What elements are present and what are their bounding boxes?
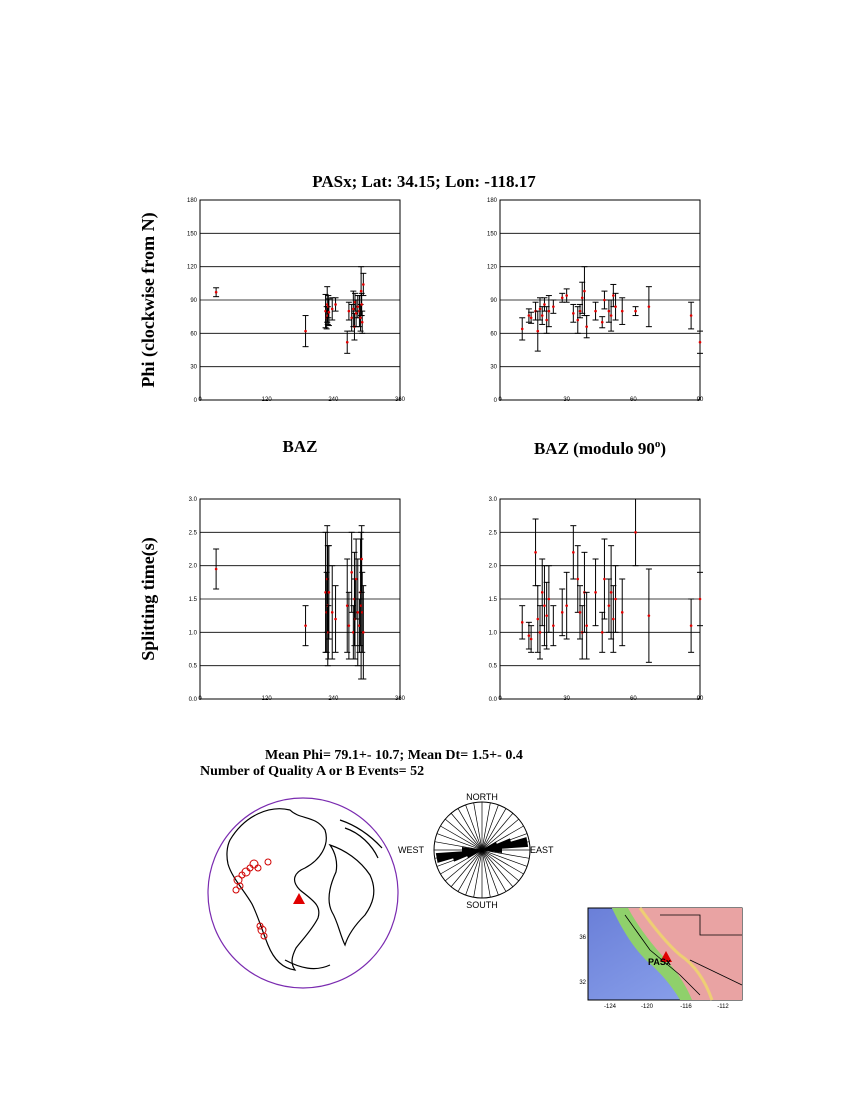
data-point (334, 618, 337, 621)
data-point (346, 604, 349, 607)
data-point (348, 310, 351, 313)
y-tick-label: 0.5 (488, 663, 497, 670)
chart-phi-vs-baz-modulo (487, 198, 704, 404)
data-point (215, 568, 218, 571)
x-tick-label: 360 (394, 397, 406, 403)
y-tick-label: 0 (193, 398, 197, 404)
data-point (648, 305, 651, 308)
data-point (585, 624, 588, 627)
data-point (355, 578, 358, 581)
data-point (621, 310, 624, 313)
rose-label-east: EAST (530, 845, 554, 855)
data-point (579, 310, 582, 313)
x-tick-label: 0 (198, 397, 202, 403)
x-tick-label: 60 (629, 397, 637, 403)
data-point (536, 330, 539, 333)
data-point (360, 558, 363, 561)
y-tick-label: 2.5 (488, 530, 497, 537)
data-point (534, 551, 537, 554)
data-point (528, 314, 531, 317)
data-point (331, 308, 334, 311)
data-point (521, 328, 524, 331)
data-point (359, 316, 362, 319)
data-point (328, 591, 331, 594)
data-point (634, 531, 637, 534)
y-tick-label: 60 (490, 331, 497, 338)
x-tick-label: 120 (261, 696, 272, 702)
data-point (581, 296, 584, 299)
xlabel-baz-modulo (534, 438, 666, 458)
data-point (539, 308, 542, 311)
global-event-map (208, 798, 398, 988)
data-point (612, 618, 615, 621)
data-point (614, 598, 617, 601)
y-tick-label: 2.0 (188, 563, 197, 570)
ylabel-phi: Phi (clockwise from N) (138, 212, 158, 388)
data-point (352, 308, 355, 311)
data-point (610, 314, 613, 317)
y-tick-label: 3.0 (188, 497, 197, 503)
data-point (603, 578, 606, 581)
data-point (634, 310, 637, 313)
x-tick-label: 30 (563, 397, 571, 403)
y-tick-label: 150 (486, 231, 497, 238)
y-tick-label: 2.5 (188, 530, 197, 537)
station-label: PASx (648, 957, 671, 967)
data-point (528, 634, 531, 637)
data-point (355, 312, 358, 315)
data-point (541, 314, 544, 317)
y-tick-label: 120 (486, 264, 497, 271)
lon-tick-116: -116 (680, 1004, 692, 1010)
event-count-text: Number of Quality A or B Events= 52 (200, 764, 425, 779)
data-point (545, 319, 548, 322)
rose-label-north: NORTH (466, 792, 498, 802)
x-tick-label: 90 (696, 397, 704, 403)
data-point (585, 325, 588, 328)
x-tick-label: 0 (498, 397, 502, 403)
data-point (215, 291, 218, 294)
lon-tick-120: -120 (640, 1004, 654, 1010)
degree-mark: o (654, 438, 661, 450)
data-point (565, 294, 568, 297)
rose-label-west: WEST (398, 845, 424, 855)
y-tick-label: 2.0 (488, 563, 497, 570)
y-tick-label: 120 (186, 264, 197, 271)
data-point (350, 316, 353, 319)
data-point (576, 319, 579, 322)
xlabel-baz-modulo-text: BAZ (modulo 90 (533, 439, 655, 458)
y-tick-label: 90 (190, 298, 197, 304)
data-point (539, 631, 542, 634)
y-tick-label: 3.0 (488, 497, 497, 503)
data-point (360, 303, 363, 306)
y-tick-label: 60 (190, 331, 197, 338)
data-point (699, 598, 702, 601)
chart-dt-vs-baz (189, 497, 406, 703)
y-tick-label: 0.0 (188, 697, 197, 703)
xlabel-baz-modulo-close: ) (660, 439, 667, 458)
lat-tick-36: 36 (579, 935, 586, 941)
data-point (348, 624, 351, 627)
data-point (594, 591, 597, 594)
data-point (360, 290, 363, 293)
data-point (521, 621, 524, 624)
x-tick-label: 0 (498, 696, 502, 702)
chart-phi-vs-baz (187, 198, 406, 404)
x-tick-label: 360 (394, 696, 406, 702)
ylabel-splitting-time: Splitting time(s) (138, 537, 158, 661)
x-tick-label: 60 (629, 696, 637, 702)
data-point (601, 321, 604, 324)
data-point (543, 604, 546, 607)
data-point (561, 611, 564, 614)
data-point (552, 305, 555, 308)
lon-tick-112: -112 (717, 1004, 729, 1010)
mean-stats-text: Mean Phi= 79.1+- 10.7; Mean Dt= 1.5+- 0.4 (265, 748, 523, 763)
data-point (530, 316, 533, 319)
lat-tick-32: 32 (579, 980, 586, 986)
x-tick-label: 240 (328, 397, 339, 403)
y-tick-label: 0.0 (488, 697, 497, 703)
rose-label-south: SOUTH (466, 900, 498, 910)
data-point (594, 310, 597, 313)
data-point (608, 310, 611, 313)
data-point (328, 311, 331, 314)
data-point (552, 624, 555, 627)
data-point (545, 614, 548, 617)
y-tick-label: 30 (190, 364, 197, 371)
y-tick-label: 180 (486, 198, 497, 204)
data-point (530, 638, 533, 641)
data-point (361, 321, 364, 324)
y-tick-label: 1.0 (488, 630, 497, 637)
data-point (699, 341, 702, 344)
data-point (561, 296, 564, 299)
xlabel-baz: BAZ (282, 437, 318, 456)
data-point (690, 314, 693, 317)
data-point (648, 614, 651, 617)
data-point (608, 604, 611, 607)
data-point (603, 299, 606, 302)
data-point (356, 611, 359, 614)
y-tick-label: 1.0 (188, 630, 197, 637)
data-point (583, 290, 586, 293)
x-tick-label: 240 (328, 696, 339, 702)
data-point (346, 341, 349, 344)
data-point (565, 604, 568, 607)
data-point (543, 303, 546, 306)
data-point (350, 571, 353, 574)
x-tick-label: 90 (696, 696, 704, 702)
data-point (572, 551, 575, 554)
y-tick-label: 90 (490, 298, 497, 304)
y-tick-label: 1.5 (488, 597, 497, 603)
data-point (690, 624, 693, 627)
data-point (536, 618, 539, 621)
data-point (548, 310, 551, 313)
data-point (362, 631, 365, 634)
data-point (356, 305, 359, 308)
chart-dt-vs-baz-modulo (489, 497, 704, 703)
data-point (304, 624, 307, 627)
data-point (331, 611, 334, 614)
y-tick-label: 0 (493, 398, 497, 404)
data-point (548, 598, 551, 601)
x-tick-label: 30 (563, 696, 571, 702)
y-tick-label: 150 (186, 231, 197, 238)
page-title: PASx; Lat: 34.15; Lon: -118.17 (312, 172, 536, 191)
data-point (541, 591, 544, 594)
x-tick-label: 0 (198, 696, 202, 702)
data-point (572, 312, 575, 315)
fast-axis-rose-diagram (398, 792, 554, 910)
data-point (601, 631, 604, 634)
data-point (576, 578, 579, 581)
y-tick-label: 180 (186, 198, 197, 204)
y-tick-label: 1.5 (188, 597, 197, 603)
x-tick-label: 120 (261, 397, 272, 403)
regional-station-map (579, 908, 742, 1010)
y-tick-label: 30 (490, 364, 497, 371)
data-point (610, 591, 613, 594)
data-point (612, 294, 615, 297)
data-point (304, 330, 307, 333)
data-point (614, 305, 617, 308)
y-tick-label: 0.5 (188, 663, 197, 670)
lon-tick-124: -124 (603, 1004, 617, 1010)
data-point (362, 283, 365, 286)
data-point (334, 303, 337, 306)
data-point (621, 611, 624, 614)
data-point (579, 611, 582, 614)
